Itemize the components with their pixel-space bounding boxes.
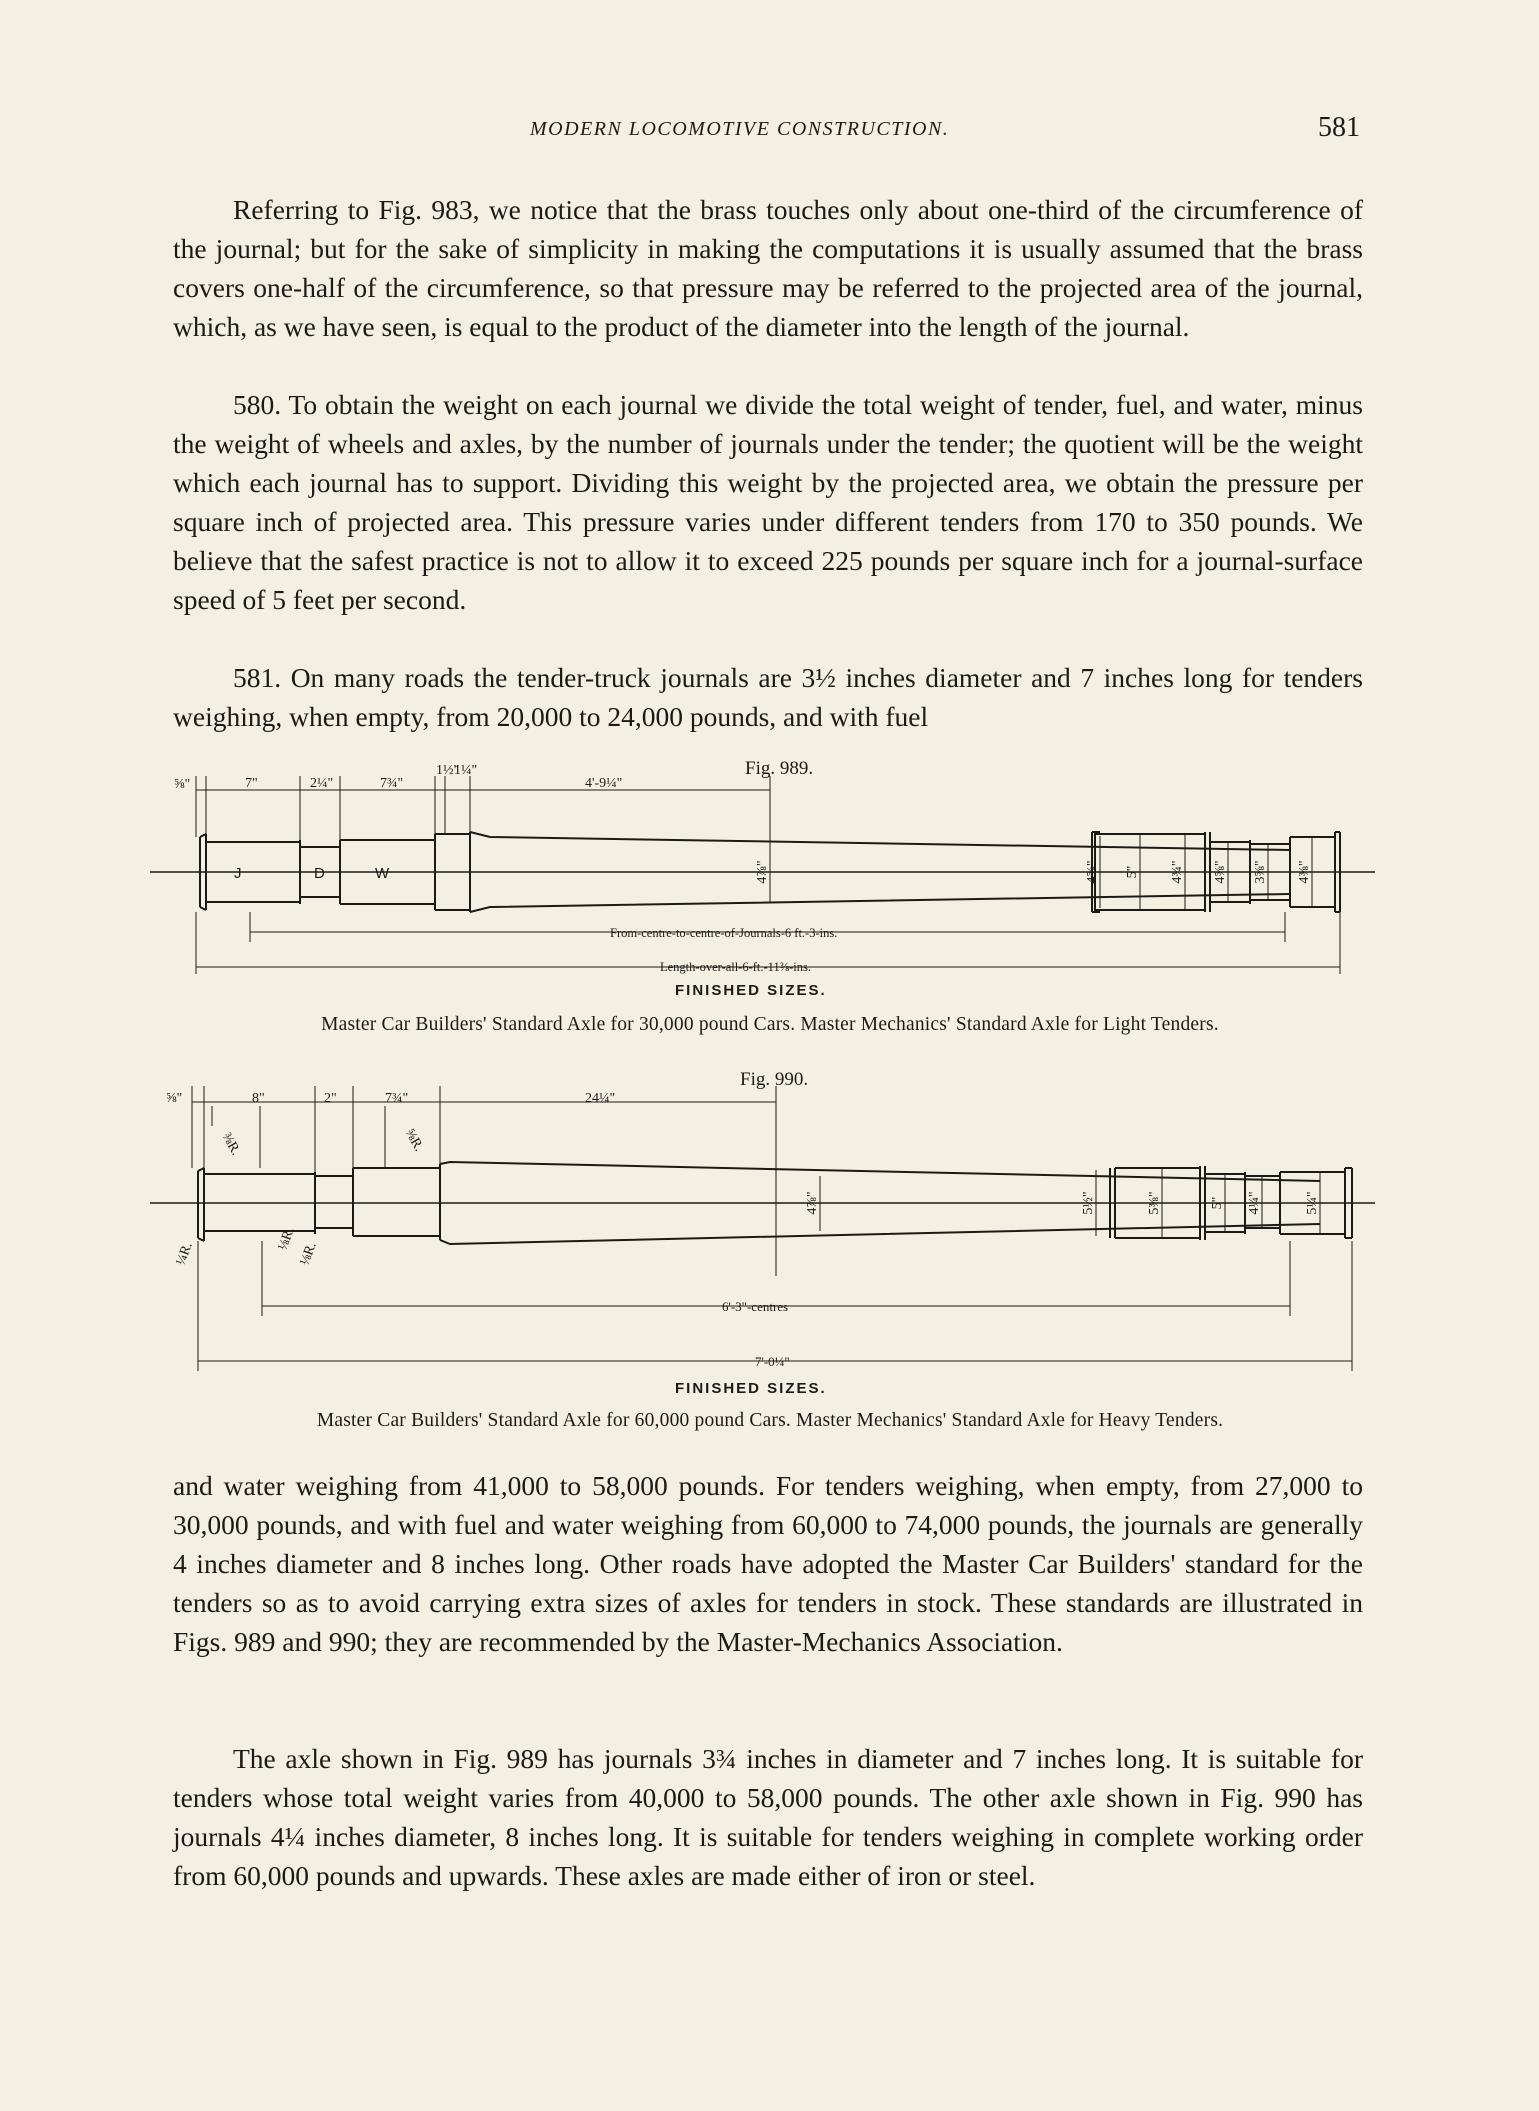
dim-989-step-1: 1½" [436, 763, 460, 778]
paragraph-580 [173, 385, 1363, 619]
diameter-990-centre: 4⅞" [805, 1191, 820, 1215]
caption-990: Master Car Builders' Standard Axle for 60,000 pound Cars. Master Mechanics' Standard Axle for Heavy Tenders. [316, 1410, 1224, 1431]
dim-989-body: 4'-9¼" [585, 776, 623, 791]
diameter-989-a: 4⅝" [1085, 860, 1100, 884]
dim-990-centres: 6'-3"-centres [722, 1299, 789, 1314]
diameter-990-c: 5" [1210, 1196, 1225, 1210]
running-title: MODERN LOCOMOTIVE CONSTRUCTION. [530, 118, 950, 140]
dim-990-collar: ⅝" [166, 1091, 183, 1106]
dim-990-wheel-seat: 7¾" [385, 1091, 409, 1106]
radius-990-b: ⅝R. [401, 1126, 427, 1155]
dim-989-collar: ⅝" [174, 777, 191, 792]
paragraph-axle-description [173, 1739, 1363, 1895]
paragraph-581-text: 581. On many roads the tender-truck journals are 3½ inches diameter and 7 inches long for tenders weighing, when empty, from 20,000 to 24,000 pounds, and with fuel [173, 662, 1363, 732]
dim-989-wheel-seat: 7¾" [380, 776, 404, 791]
paragraph-axle-description-text: The axle shown in Fig. 989 has journals 3¾ inches in diameter and 7 inches long. It is suitable for tenders whose total weight varies from 40,000 to 58,000 pounds. The other axle shown in Fig. 990 has journals 4¼ inches diameter, 8 inches long. It is suitable for tenders weighing in complete working order from 60,000 pounds and upwards. These axles are made either of iron or steel. [173, 1743, 1363, 1891]
diameter-989-c: 4¾" [1170, 860, 1185, 884]
paragraph-581-continued [173, 1466, 1363, 1661]
radius-990-d: ⅛R. [297, 1240, 320, 1268]
part-label-wheel-seat: W [375, 865, 390, 882]
dim-989-overall: Length-over-all-6-ft.-11⅜-ins. [660, 960, 811, 974]
dim-990-overall: 7'-0¼" [755, 1354, 790, 1369]
figure-990-axle-drawing [140, 1066, 1380, 1401]
finished-sizes-989: FINISHED SIZES. [675, 982, 827, 999]
caption-989: Master Car Builders' Standard Axle for 30,000 pound Cars. Master Mechanics' Standard Axle for Light Tenders. [321, 1014, 1219, 1035]
diameter-989-d: 4⅝" [1213, 860, 1228, 884]
radius-990-a: ⅜R. [218, 1130, 244, 1159]
part-label-journal: J [234, 865, 242, 882]
radius-990-c: ⅛R. [275, 1225, 298, 1253]
dim-990-dust-guard: 2" [324, 1091, 337, 1106]
dim-989-dust-guard: 2¼" [310, 776, 334, 791]
diameter-989-centre: 4⅞" [755, 860, 770, 884]
paragraph-1-text: Referring to Fig. 983, we notice that the brass touches only about one-third of the circumference of the journal; but for the sake of simplicity in making the computations it is usually assumed that the brass covers one-half of the circumference, so that pressure may be referred to the projected area of the journal, which, as we have seen, is equal to the product of the diameter into the length of the journal. [173, 194, 1363, 342]
dim-989-centres: From-centre-to-centre-of-Journals-6 ft.-3-ins. [610, 926, 838, 940]
diameter-989-f: 4⅜" [1297, 860, 1312, 884]
radius-990-e: ¼R. [173, 1240, 196, 1268]
figure-989-axle-drawing [140, 752, 1380, 1002]
diameter-990-b: 5⅜" [1147, 1191, 1162, 1215]
dim-990-body: 24¼" [585, 1091, 616, 1106]
figure-989-label: Fig. 989. [745, 758, 814, 779]
part-label-dust-guard: D [314, 865, 325, 882]
figure-990-label: Fig. 990. [740, 1069, 809, 1090]
finished-sizes-990: FINISHED SIZES. [675, 1380, 827, 1397]
diameter-990-e: 5¼" [1305, 1191, 1320, 1215]
paragraph-1 [173, 190, 1363, 346]
diameter-990-d: 4¼" [1247, 1191, 1262, 1215]
paragraph-581-continued-text: and water weighing from 41,000 to 58,000 pounds. For tenders weighing, when empty, from 27,000 to 30,000 pounds, and with fuel and water weighing from 60,000 to 74,000 pounds, the journals are generally 4 inches diameter and 8 inches long. Other roads have adopted the Master Car Builders' standard for the tenders so as to avoid carrying extra sizes of axles for tenders in stock. These standards are illustrated in Figs. 989 and 990; they are recommended by the Master-Mechanics Association. [173, 1470, 1363, 1657]
dim-990-journal: 8" [252, 1091, 265, 1106]
diameter-989-e: 3⅝" [1253, 860, 1268, 884]
paragraph-581 [173, 658, 1363, 736]
dim-989-journal: 7" [245, 776, 258, 791]
page-number: 581 [1318, 112, 1360, 143]
diameter-990-a: 5½" [1081, 1191, 1096, 1215]
paragraph-580-text: 580. To obtain the weight on each journal we divide the total weight of tender, fuel, and water, minus the weight of wheels and axles, by the number of journals under the tender; the quotient will be the weight which each journal has to support. Dividing this weight by the projected area, we obtain the pressure per square inch of projected area. This pressure varies under different tenders from 170 to 350 pounds. We believe that the safest practice is not to allow it to exceed 225 pounds per square inch for a journal-surface speed of 5 feet per second. [173, 389, 1363, 615]
dim-989-step-2: 1¼" [454, 763, 478, 778]
diameter-989-b: 5" [1125, 865, 1140, 879]
